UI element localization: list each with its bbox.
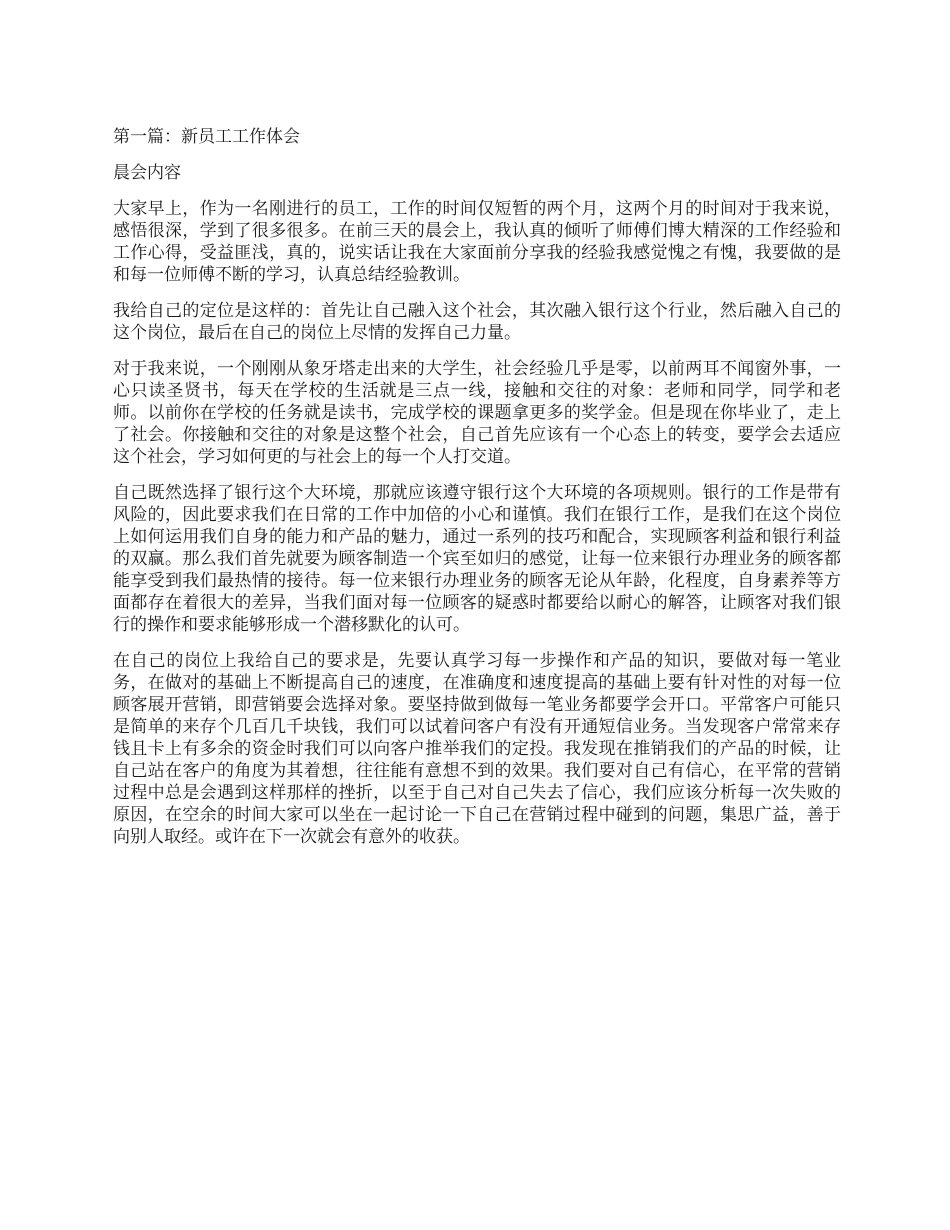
paragraph: 对于我来说，一个刚刚从象牙塔走出来的大学生，社会经验几乎是零，以前两耳不闻窗外事，一心只读圣贤书，每天在学校的生活就是三点一线，接触和交往的对象：老师和同学，同学和老师。以前你在学校的任务就是读书，完成学校的课题拿更多的奖学金。但是现在你毕业了，走上了社会。你接触和交往的对象是这整个社会，自己首先应该有一个心态上的转变，要学会去适应这个社会，学习如何更的与社会上的每一个人打交道。 — [113, 359, 841, 467]
document-subtitle: 晨会内容 — [113, 163, 181, 183]
paragraph: 在自己的岗位上我给自己的要求是，先要认真学习每一步操作和产品的知识，要做对每一笔业务，在做对的基础上不断提高自己的速度，在准确度和速度提高的基础上要有针对性的对每一位顾客展开营销，即营销要会选择对象。要坚持做到做每一笔业务都要学会开口。平常客户可能只是简单的来存个几百几千块钱，我们可以试着问客户有没有开通短信业务。当发现客户常常来存钱且卡上有多余的资金时我们可以向客户推举我们的定投。我发现在推销我们的产品的时候，让自己站在客户的角度为其着想，往往能有意想不到的效果。我们要对自己有信心，在平常的营销过程中总是会遇到这样那样的挫折，以至于自己对自己失去了信心，我们应该分析每一次失败的原因，在空余的时间大家可以坐在一起讨论一下自己在营销过程中碰到的问题，集思广益，善于向别人取经。或许在下一次就会有意外的收获。 — [113, 651, 841, 847]
document-title: 第一篇：新员工工作体会 — [113, 127, 300, 147]
document-page — [113, 126, 841, 862]
paragraph: 自己既然选择了银行这个大环境，那就应该遵守银行这个大环境的各项规则。银行的工作是带有风险的，因此要求我们在日常的工作中加倍的小心和谨慎。我们在银行工作，是我们在这个岗位上如何运用我们自身的能力和产品的魅力，通过一系列的技巧和配合，实现顾客利益和银行利益的双赢。那么我们首先就要为顾客制造一个宾至如归的感觉，让每一位来银行办理业务的顾客都能享受到我们最热情的接待。每一位来银行办理业务的顾客无论从年龄，化程度，自身素养等方面都存在着很大的差异，当我们面对每一位顾客的疑惑时都要给以耐心的解答，让顾客对我们银行的操作和要求能够形成一个潜移默化的认可。 — [113, 483, 841, 635]
paragraph: 我给自己的定位是这样的：首先让自己融入这个社会，其次融入银行这个行业，然后融入自己的这个岗位，最后在自己的岗位上尽情的发挥自己力量。 — [113, 301, 841, 343]
paragraph: 大家早上，作为一名刚进行的员工，工作的时间仅短暂的两个月，这两个月的时间对于我来说，感悟很深，学到了很多很多。在前三天的晨会上，我认真的倾听了师傅们博大精深的工作经验和工作心得，受益匪浅，真的，说实话让我在大家面前分享我的经验我感觉愧之有愧，我要做的是和每一位师傅不断的学习，认真总结经验教训。 — [113, 199, 841, 285]
